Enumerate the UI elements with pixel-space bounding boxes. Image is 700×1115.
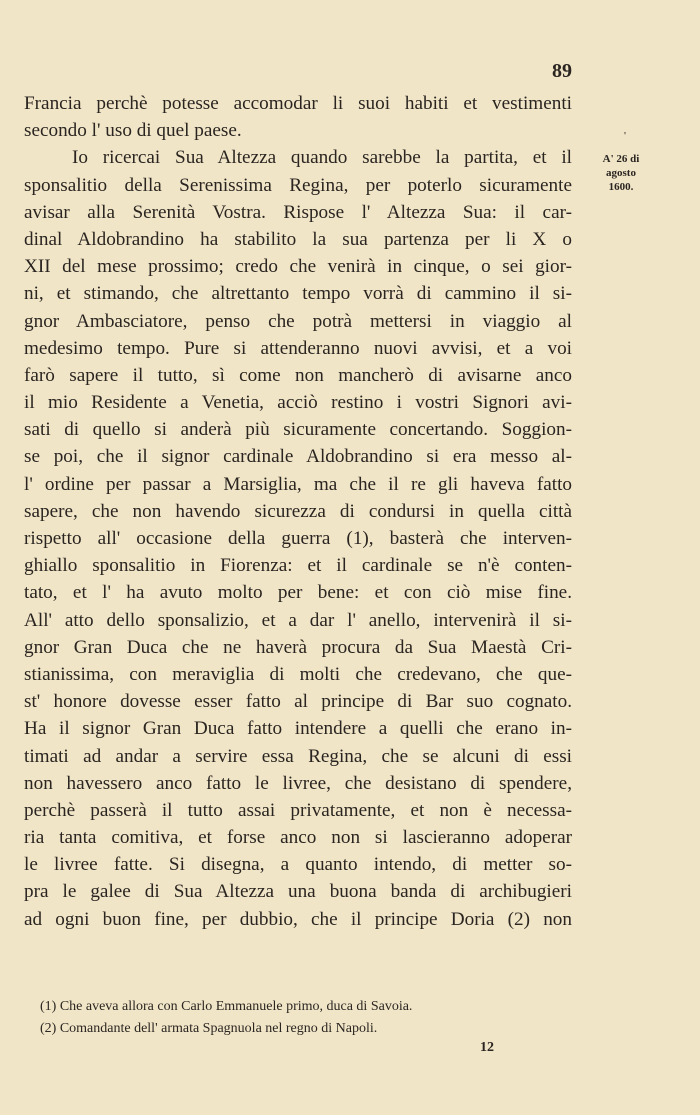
text-line: ni, et stimando, che altrettanto tempo vorrà di cammino il si- <box>24 283 572 305</box>
text-line: secondo l' uso di quel paese. <box>24 120 242 142</box>
text-line: ghiallo sponsalitio in Fiorenza: et il cardinale se n'è conten- <box>24 555 572 577</box>
footnote-2: (2) Comandante dell' armata Spagnuola nel regno di Napoli. <box>40 1021 378 1036</box>
text-line: il mio Residente a Venetia, acciò restino i vostri Signori avi- <box>24 392 572 414</box>
text-line: dinal Aldobrandino ha stabilito la sua partenza per li X o <box>24 228 572 250</box>
text-line: stianissima, con meraviglia di molti che credevano, che que- <box>24 663 572 685</box>
text-line: st' honore dovesse esser fatto al principe di Bar suo cognato. <box>24 691 572 713</box>
text-line: le livree fatte. Si disegna, a quanto intendo, di metter so- <box>24 854 572 876</box>
margin-note-line: agosto <box>606 167 636 179</box>
footnotes <box>40 996 560 1040</box>
text-line: timati ad andar a servire essa Regina, che se alcuni di essi <box>24 745 572 767</box>
text-line: l' ordine per passar a Marsiglia, ma che il re gli haveva fatto <box>24 473 572 495</box>
footnote-1: (1) Che aveva allora con Carlo Emmanuele primo, duca di Savoia. <box>40 999 413 1014</box>
text-line: Francia perchè potesse accomodar li suoi habiti et vestimenti <box>24 93 572 114</box>
text-line: All' atto dello sponsalizio, et a dar l' anello, intervenirà il si- <box>24 609 572 631</box>
text-line: pra le galee di Sua Altezza una buona banda di archibugieri <box>24 881 572 903</box>
text-line: rispetto all' occasione della guerra (1), basterà che interven- <box>24 528 572 549</box>
margin-note-line: 1600. <box>608 181 634 193</box>
text-line: ad ogni buon fine, per dubbio, che il principe Doria (2) non <box>24 908 572 930</box>
text-line: Ha il signor Gran Duca fatto intendere a quelli che erano in- <box>24 718 572 740</box>
text-line: avisar alla Serenità Vostra. Rispose l' Altezza Sua: il car- <box>24 201 572 223</box>
text-line: sati di quello si anderà più sicuramente concertando. Soggion- <box>24 419 572 441</box>
text-line: non havessero anco fatto le livree, che desistano di spendere, <box>24 772 572 794</box>
text-line: Io ricercai Sua Altezza quando sarebbe la partita, et il <box>72 147 572 169</box>
body-text <box>24 90 572 933</box>
page-number: 89 <box>552 60 572 82</box>
text-line: perchè passerà il tutto assai privatamente, et non è necessa- <box>24 799 572 821</box>
text-line: se poi, che il signor cardinale Aldobrandino si era messo al- <box>24 446 572 468</box>
text-line: gnor Gran Duca che ne haverà procura da Sua Maestà Cri- <box>24 636 572 658</box>
text-line: sponsalitio della Serenissima Regina, per poterlo sicuramente <box>24 174 572 196</box>
margin-tick: ' <box>624 130 626 142</box>
margin-note-line: A' 26 di <box>602 153 640 165</box>
margin-date-note <box>586 152 656 194</box>
text-line: ria tanta comitiva, et forse anco non si lascieranno adoperar <box>24 827 572 849</box>
text-line: gnor Ambasciatore, penso che potrà mettersi in viaggio al <box>24 310 572 332</box>
signature-mark: 12 <box>480 1040 494 1055</box>
text-line: tato, et l' ha avuto molto per bene: et con ciò mise fine. <box>24 582 572 604</box>
text-line: XII del mese prossimo; credo che venirà in cinque, o sei gior- <box>24 256 572 278</box>
text-line: sapere, che non havendo sicurezza di condursi in quella città <box>24 500 572 522</box>
text-line: medesimo tempo. Pure si attenderanno nuovi avvisi, et a voi <box>24 337 572 359</box>
text-line: farò sapere il tutto, sì come non mancherò di avisarne anco <box>24 364 572 386</box>
